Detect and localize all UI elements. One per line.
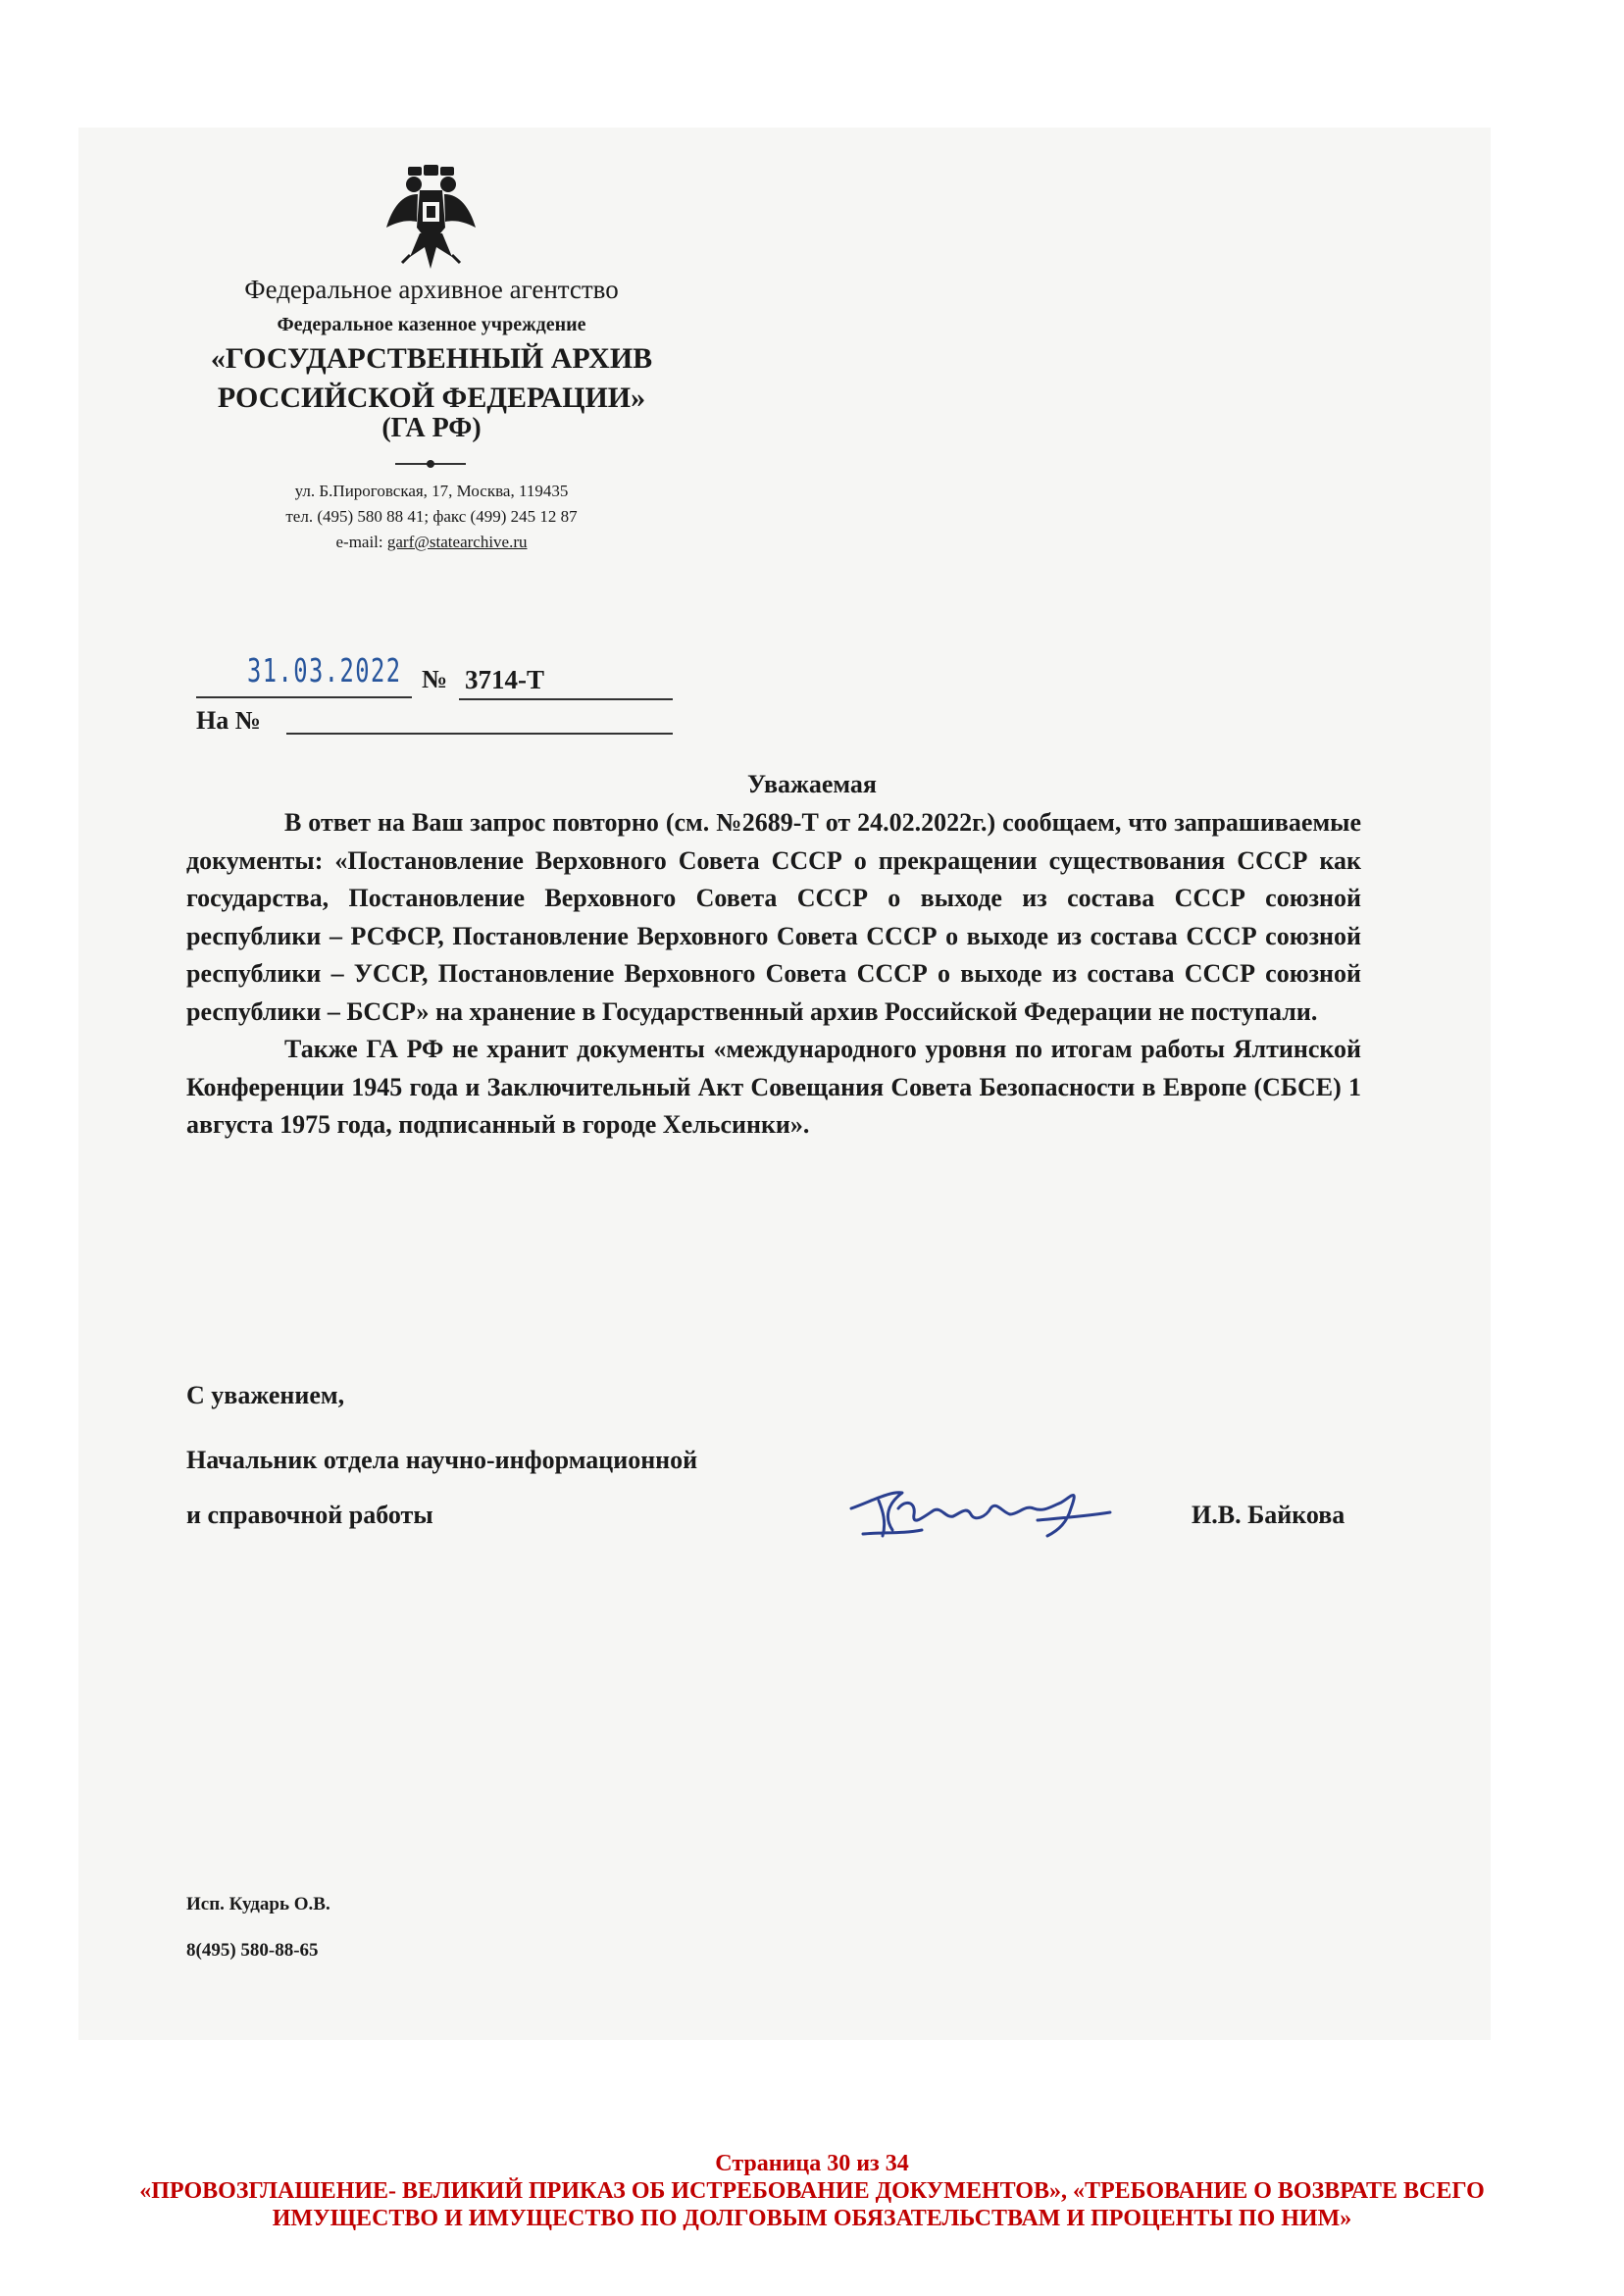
executor-phone: 8(495) 580-88-65 [186,1940,319,1961]
archive-name-line: РОССИЙСКОЙ ФЕДЕРАЦИИ» [217,382,646,414]
archive-name [172,339,691,418]
letter-body [186,804,1361,1145]
date-stamp: 31.03.2022 [247,651,402,689]
number-underline [459,698,673,700]
number-label: № [422,665,448,693]
email-link[interactable]: garf@statearchive.ru [386,533,528,551]
letterhead-divider [395,463,466,465]
archive-abbreviation: (ГА РФ) [381,413,482,443]
signer-position: и справочной работы [186,1501,433,1529]
salutation: Уважаемая [747,770,877,798]
reply-to-underline [286,733,673,735]
email-row [172,533,691,552]
handwritten-signature [843,1479,1118,1548]
closing-regards: С уважением, [186,1381,345,1409]
page-footer [59,2150,1565,2232]
email-label: e-mail: [335,533,383,551]
outgoing-number: 3714-Т [465,665,544,694]
reply-to-label: На № [196,706,261,735]
signer-position: Начальник отдела научно-информационной [186,1446,698,1474]
executor-name: Исп. Кударь О.В. [186,1894,330,1914]
archive-name-line: «ГОСУДАРСТВЕННЫЙ АРХИВ [210,342,653,375]
postal-address: ул. Б.Пироговская, 17, Москва, 119435 [294,482,569,500]
paragraph: Также ГА РФ не хранит документы «международного уровня по итогам работы Ялтинской Конференции 1945 года и Заключительный Акт Совещания Совета Безопасности в Европе (СБСЕ) 1 августа 1975 года, подписанный в городе Хельсинки». [186,1035,1361,1139]
signer-name: И.В. Байкова [1192,1501,1345,1529]
page-number: Страница 30 из 34 [715,2151,909,2176]
date-underline [196,696,412,698]
institution-type: Федеральное казенное учреждение [277,314,586,335]
coat-of-arms-icon [384,165,478,273]
footer-caption: «ПРОВОЗГЛАШЕНИЕ- ВЕЛИКИЙ ПРИКАЗ ОБ ИСТРЕБОВАНИЕ ДОКУМЕНТОВ», «ТРЕБОВАНИЕ О ВОЗВРАТЕ ВСЕГО ИМУЩЕСТВО И ИМУЩЕСТВО ПО ДОЛГОВЫМ ОБЯЗАТЕЛЬСТВАМ И ПРОЦЕНТЫ ПО НИМ» [139,2178,1485,2231]
agency-name: Федеральное архивное агентство [244,275,619,304]
phone-fax: тел. (495) 580 88 41; факс (499) 245 12 87 [285,507,578,526]
paragraph: В ответ на Ваш запрос повторно (см. №2689-Т от 24.02.2022г.) сообщаем, что запрашиваемые документы: «Постановление Верховного Совета СССР о прекращении существования СССР как государства, Постановление Верховного Совета СССР о выходе из состава СССР союзной республики – РСФСР, Постановление Верховного Совета СССР о выходе из состава СССР союзной республики – УССР, Постановление Верховного Совета СССР о выходе из состава СССР союзной республики – БССР» на хранение в Государственный архив Российской Федерации не поступали. [186,808,1361,1026]
